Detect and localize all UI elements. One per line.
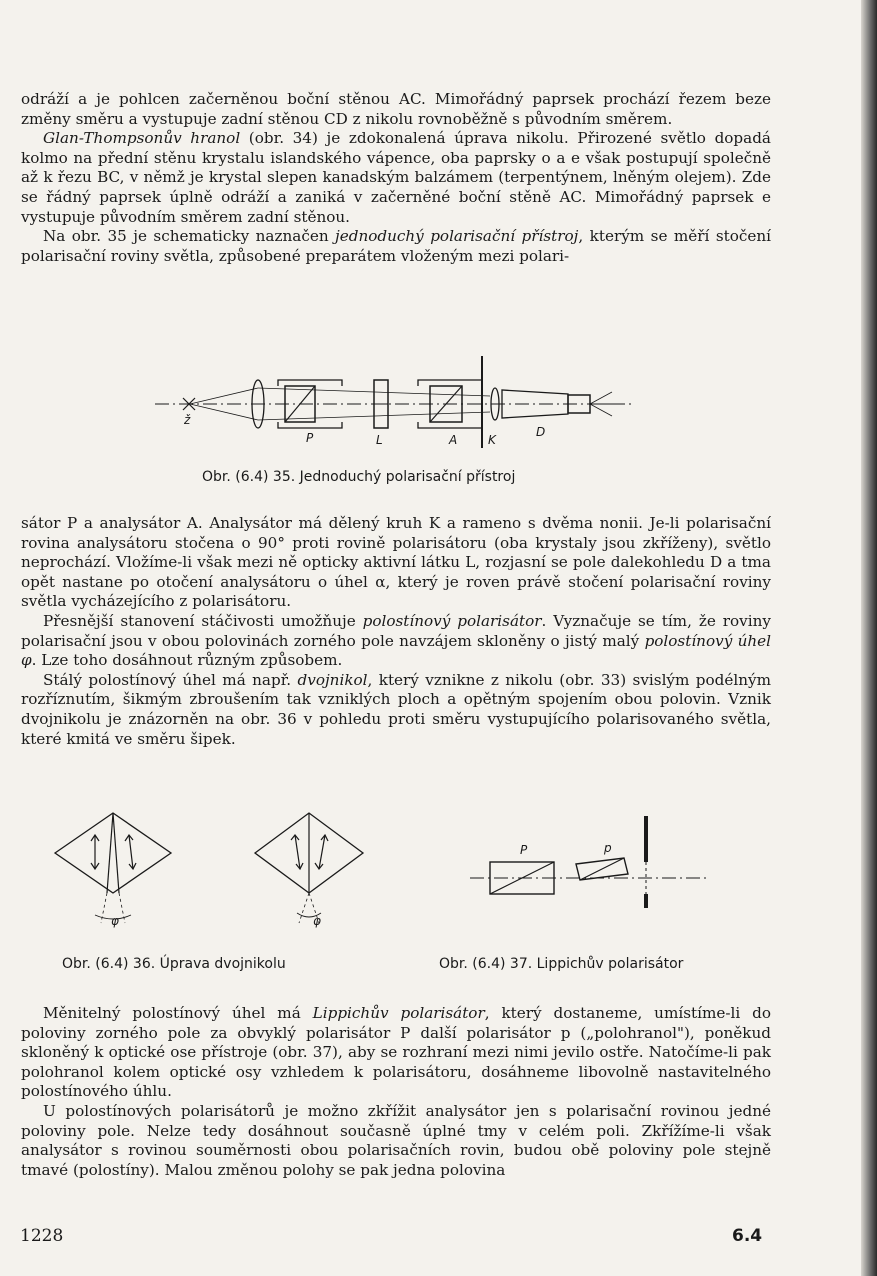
term-polarisacni-pristroj: jednoduchý polarisační přístroj (335, 227, 579, 246)
paragraph-3: Na obr. 35 je schematicky naznačen jednoduchý polarisační přístroj, kterým se měří stočení polarisační roviny světla, způsobené preparátem vloženým mezi polari- (21, 227, 771, 265)
term-lippich: Lippichův polarisátor (312, 1004, 485, 1022)
label-p-halfprism: p (604, 841, 612, 855)
paragraph-4: sátor P a analysátor A. Analysátor má dělený kruh K a rameno s dvěma nonii. Je-li polarisační rovina analysátoru stočena o 90° proti rovině polarisátoru (oba krystaly jsou zkříženy), světlo neprochází. Vložíme-li však mezi ně opticky aktivní látku L, rozjasní se pole dalekohledu D a tma opět nastane po otočení analysátoru o úhel α, který je roven právě stočení polarisační roviny světla vycházejícího z polarisátoru. (21, 514, 771, 611)
figure-36-double-nicol (45, 805, 375, 935)
term-polostinovy-polarisator: polostínový polarisátor (362, 611, 542, 630)
label-L: L (376, 433, 383, 447)
page-edge-shadow (861, 0, 877, 1276)
label-K: K (488, 433, 496, 447)
figure-36-caption: Obr. (6.4) 36. Úprava dvojnikolu (62, 956, 286, 972)
paragraph-2: Glan-Thompsonův hranol (obr. 34) je zdokonalená úprava nikolu. Přirozené světlo dopadá kolmo na přední stěnu krystalu islandského vápence, oba paprsky o a e však postupují společně až k řezu BC, v němž je krystal slepen kanadským balzámem (terpentýnem, lněným olejem). Zde se řádný paprsek úplně odráží a zaniká v začerněné boční stěně AC. Mimořádný paprsek e vystupuje původním směrem zadní stěnou. (21, 129, 771, 226)
label-source: ž (184, 413, 191, 427)
label-A: A (449, 433, 458, 447)
label-P-polarizer: P (520, 843, 528, 857)
paragraph-7: Měnitelný polostínový úhel má Lippichův polarisátor, který dostaneme, umístíme-li do poloviny zorného pole za obvyklý polarisátor P další polarisátor p („polohranol"), poněkud skloněný k optické ose přístroje (obr. 37), aby se rozhraní mezi nimi jevilo ostře. Natočíme-li pak polohranol kolem optické osy vzhledem k polarisátoru, dosáhneme libovolně nastavitelného polostínového úhlu. (21, 1004, 771, 1101)
paragraph-6: Stálý polostínový úhel má např. dvojnikol, který vznikne z nikolu (obr. 33) svislým podélným rozříznutím, šikmým zbroušením tak vzniklých ploch a opětným spojením obou polovin. Vznik dvojnikolu je znázorněn na obr. 36 v pohledu proti směru vystupujícího polarisovaného světla, které kmitá ve směru šipek. (21, 670, 772, 748)
label-phi-a: φ (111, 914, 119, 928)
paragraph-5: Přesnější stanovení stáčivosti umožňuje polostínový polarisátor. Vyznačuje se tím, že roviny polarisační jsou v obou polovinách zorného pole navzájem skloněny o jistý malý polostínový úhel φ. Lze toho dosáhnout různým způsobem. (21, 611, 771, 670)
figure-35-polarimeter (150, 352, 640, 452)
label-phi-b: φ (313, 914, 321, 928)
paragraph-8: U polostínových polarisátorů je možno zkřížit analysátor jen s polarisační rovinou jedné poloviny pole. Nelze tedy dosáhnout současně úplné tmy v celém poli. Zkřížíme-li však analysátor s rovinou souměrnosti obou polarisačních rovin, budou obě poloviny pole stejně tmavé (polostíny). Malou změnou polohy se pak jedna polovina (21, 1101, 771, 1179)
text-block-middle (21, 514, 771, 749)
section-number: 6.4 (732, 1226, 763, 1246)
term-polostinovy-uhel: polostínový úhel φ (21, 631, 771, 670)
paragraph-1: odráží a je pohlcen začerněnou boční stěnou AC. Mimořádný paprsek prochází řezem beze změny směru a vystupuje zadní stěnou CD z nikolu rovnoběžně s původním směrem. (21, 90, 771, 128)
figure-37-lippich (470, 812, 720, 912)
text-block-top (21, 90, 771, 266)
label-D: D (536, 425, 546, 439)
term-dvojnikol: dvojnikol (297, 670, 368, 689)
label-P: P (306, 431, 314, 445)
text-block-bottom (21, 1004, 771, 1180)
figure-37-caption: Obr. (6.4) 37. Lippichův polarisátor (439, 956, 684, 972)
figure-35-caption: Obr. (6.4) 35. Jednoduchý polarisační přístroj (202, 469, 516, 485)
term-glan-thompson: Glan-Thompsonův hranol (43, 129, 241, 148)
page-number: 1228 (20, 1226, 64, 1246)
